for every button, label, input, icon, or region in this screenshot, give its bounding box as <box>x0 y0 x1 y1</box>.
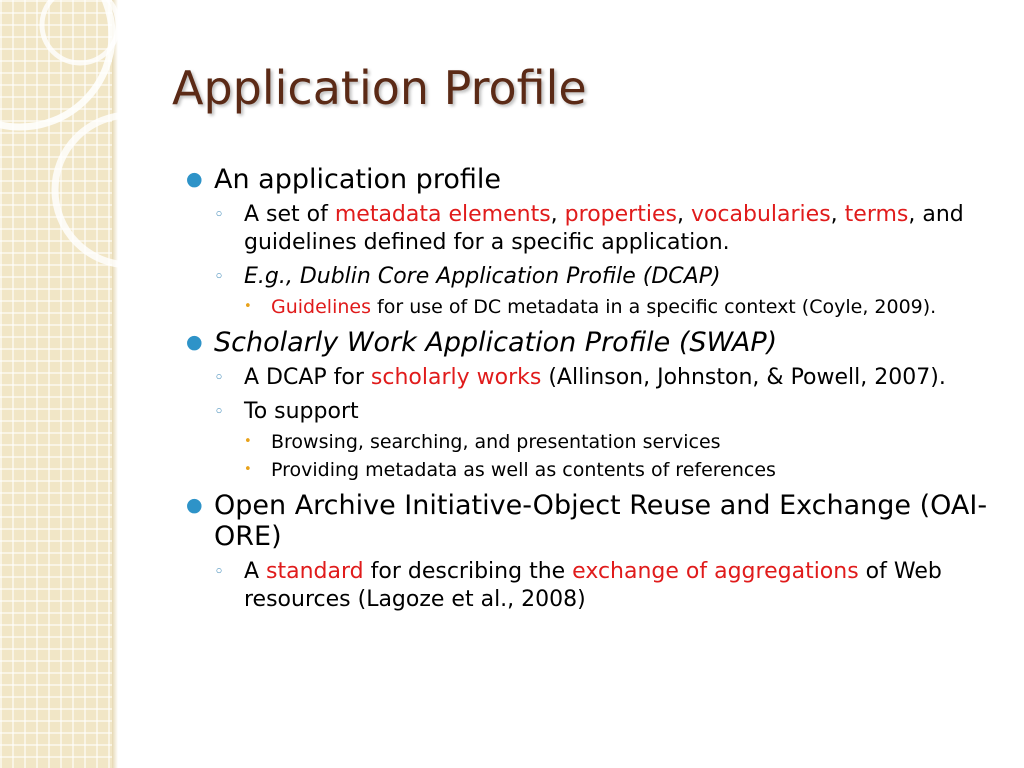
bullet-text: Open Archive Initiative-Object Reuse and Exchange (OAI-ORE) <box>214 490 988 552</box>
highlight-standard: standard <box>266 559 364 584</box>
hollow-circle-bullet-icon: ◦ <box>214 205 225 225</box>
text-segment: , <box>550 202 565 227</box>
small-dot-bullet-icon: • <box>244 462 252 477</box>
highlight-terms: terms <box>844 202 909 227</box>
highlight-vocabularies: vocabularies <box>690 202 831 227</box>
bullet-text: Browsing, searching, and presentation services <box>271 431 721 453</box>
highlight-exchange-of-aggregations: exchange of aggregations <box>572 559 859 584</box>
sub-bullet-example <box>186 263 996 291</box>
text-segment: of Web resources (Lagoze et al., 2008) <box>244 559 942 612</box>
text-segment: (Allinson, Johnston, & Powell, 2007). <box>541 365 946 390</box>
slide-title: Application Profile <box>172 61 587 115</box>
bullet-text: An application profile <box>214 164 501 195</box>
sub-sub-bullet-browsing <box>186 430 996 454</box>
bullet-application-profile <box>186 164 996 195</box>
highlight-guidelines: Guidelines <box>271 296 371 318</box>
decorative-rings <box>0 0 130 300</box>
highlight-properties: properties <box>564 202 677 227</box>
highlight-scholarly-works: scholarly works <box>370 365 542 390</box>
bullet-text: To support <box>244 399 359 424</box>
highlight-metadata-elements: metadata elements <box>334 202 551 227</box>
small-dot-bullet-icon: • <box>244 434 252 449</box>
text-segment: for describing the <box>363 559 573 584</box>
hollow-circle-bullet-icon: ◦ <box>214 402 225 422</box>
decorative-ring-outer <box>0 0 112 127</box>
sub-sub-bullet-providing <box>186 458 996 482</box>
bullet-oai-ore <box>186 490 996 552</box>
hollow-circle-bullet-icon: ◦ <box>214 267 225 287</box>
example-dcap: E.g., Dublin Core Application Profile (DCAP) <box>244 264 721 289</box>
text-segment: , <box>676 202 691 227</box>
filled-circle-bullet-icon: ● <box>186 494 203 516</box>
filled-circle-bullet-icon: ● <box>186 168 203 190</box>
text-segment: , and guidelines defined for a specific application. <box>244 202 964 255</box>
text-segment: for use of DC metadata in a specific context (Coyle, 2009). <box>370 296 937 318</box>
sub-bullet-swap-definition <box>186 364 996 392</box>
sub-sub-bullet-guidelines <box>186 295 996 319</box>
sub-bullet-definition <box>186 201 996 257</box>
slide-content <box>186 164 996 614</box>
filled-circle-bullet-icon: ● <box>186 331 203 353</box>
bullet-text: Providing metadata as well as contents of references <box>271 459 776 481</box>
text-segment: , <box>830 202 845 227</box>
text-segment: A DCAP for <box>244 365 371 390</box>
bullet-swap <box>186 327 996 358</box>
bullet-list <box>186 164 996 614</box>
sub-bullet-oai-definition <box>186 558 996 614</box>
bullet-text: Scholarly Work Application Profile (SWAP) <box>214 327 778 358</box>
decorative-ring-lower <box>55 115 130 265</box>
text-segment: A set of <box>244 202 335 227</box>
small-dot-bullet-icon: • <box>244 299 252 314</box>
text-segment: A <box>244 559 267 584</box>
hollow-circle-bullet-icon: ◦ <box>214 368 225 388</box>
hollow-circle-bullet-icon: ◦ <box>214 562 225 582</box>
sub-bullet-to-support <box>186 398 996 426</box>
